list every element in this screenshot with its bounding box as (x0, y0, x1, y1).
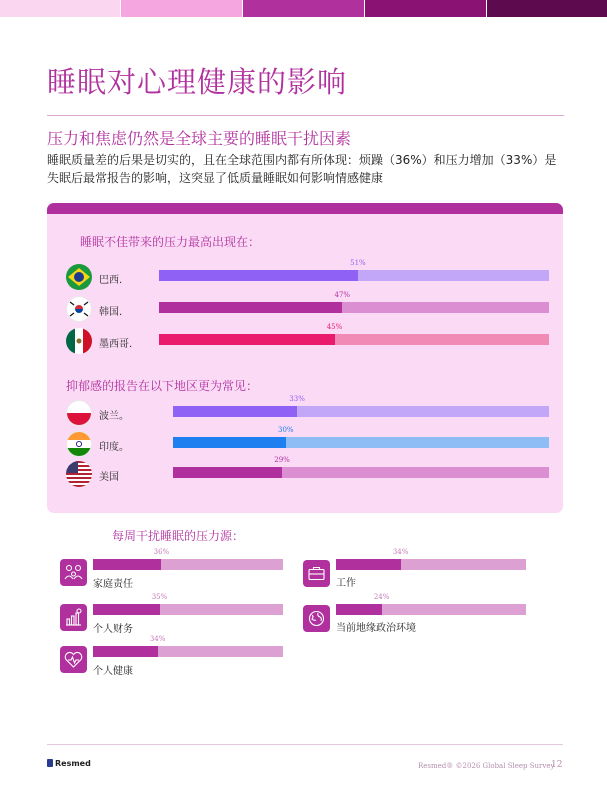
bar-fill (159, 302, 342, 313)
value-label: 36% (153, 548, 170, 556)
resmed-logo (47, 759, 91, 768)
footer-text: Resmed® ©2026 Global Sleep Survey (418, 762, 555, 770)
page-title: 睡眠对心理健康的影响 (47, 65, 348, 99)
value-label: 35% (151, 593, 168, 601)
value-label: 34% (392, 548, 409, 556)
stressor-work (303, 548, 533, 594)
bar-fill (159, 270, 358, 281)
stressor-label: 个人健康 (93, 666, 133, 677)
bar-fill (93, 646, 158, 657)
stressor-family (60, 548, 290, 593)
header-band-3 (243, 0, 364, 17)
bar-fill (336, 559, 401, 570)
value-label: 34% (149, 635, 166, 643)
page-number: 12 (551, 760, 563, 770)
finance-icon (60, 604, 87, 631)
stress-row-korea (47, 291, 563, 324)
stress-row-brazil (47, 259, 563, 292)
stressor-label: 当前地缘政治环境 (336, 623, 416, 634)
panel-header-strip (47, 203, 563, 214)
section-subtitle: 压力和焦虑仍然是全球主要的睡眠干扰因素 (47, 129, 352, 148)
bar-fill (173, 437, 286, 448)
family-icon (60, 559, 87, 586)
depression-heading: 抑郁感的报告在以下地区更为常见： (66, 379, 259, 393)
header-band-1 (0, 0, 120, 17)
stressor-finance (60, 593, 290, 638)
country-label: 波兰。 (99, 411, 129, 422)
header-band-2 (121, 0, 242, 17)
value-label: 24% (373, 593, 390, 601)
value-label: 51% (350, 259, 366, 267)
logo-mark-icon (47, 759, 53, 767)
depression-row-poland (47, 395, 563, 428)
header-band-4 (365, 0, 486, 17)
bar-fill (159, 334, 335, 345)
value-label: 45% (326, 323, 343, 331)
health-heart-icon (60, 646, 87, 673)
bar-fill (336, 604, 382, 615)
title-divider (47, 115, 564, 116)
globe-icon (303, 605, 330, 632)
footer-divider (47, 744, 563, 745)
intro-paragraph: 睡眠质量差的后果是切实的，且在全球范围内都有所体现：烦躁（36%）和压力增加（33%）是失眠后最常报告的影响，这突显了低质量睡眠如何影响情感健康 (47, 153, 557, 185)
stressor-health (60, 635, 290, 680)
bar-fill (93, 559, 161, 570)
stressor-label: 家庭责任 (93, 579, 133, 590)
bar-fill (173, 467, 282, 478)
stress-heading: 睡眠不佳带来的压力最高出现在： (80, 235, 261, 249)
header-band-5 (487, 0, 607, 17)
india-flag-icon (66, 431, 92, 457)
depression-row-india (47, 426, 563, 459)
stress-row-mexico (47, 323, 563, 356)
depression-row-usa (47, 456, 563, 489)
bar-fill (173, 406, 297, 417)
country-label: 印度。 (99, 442, 129, 453)
poland-flag-icon (66, 400, 92, 426)
value-label: 47% (334, 291, 351, 299)
value-label: 29% (274, 456, 290, 464)
logo-text: Resmed (55, 759, 91, 768)
value-label: 33% (289, 395, 305, 403)
value-label: 30% (278, 426, 294, 434)
stressor-label: 工作 (336, 578, 356, 589)
country-label: 墨西哥. (99, 339, 133, 350)
bar-fill (93, 604, 160, 615)
country-label: 巴西. (99, 275, 123, 286)
stressor-geopolitics (303, 593, 533, 639)
country-label: 美国 (99, 472, 119, 483)
usa-flag-icon (66, 461, 92, 487)
weekly-stressors-heading: 每周干扰睡眠的压力源： (112, 529, 245, 543)
mexico-flag-icon (66, 328, 92, 354)
country-stats-panel (47, 203, 563, 513)
stressor-label: 个人财务 (93, 624, 133, 635)
country-label: 韩国. (99, 307, 123, 318)
briefcase-icon (303, 560, 330, 587)
brazil-flag-icon (66, 264, 92, 290)
south-korea-flag-icon (66, 296, 92, 322)
